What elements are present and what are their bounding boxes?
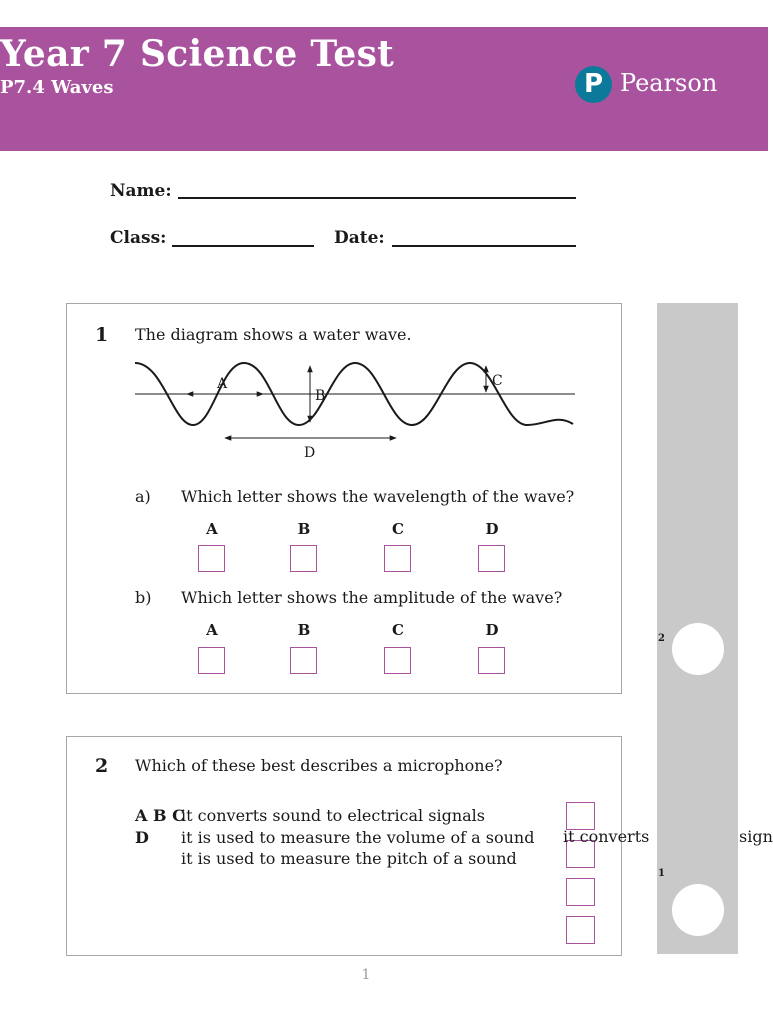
part-b-option-b-label: B: [297, 621, 311, 639]
name-label: Name:: [110, 181, 172, 201]
marks-sidebar: [657, 303, 738, 954]
diagram-label-d: D: [304, 445, 316, 461]
water-wave-diagram: [133, 354, 583, 464]
marks-q2: 1: [658, 868, 665, 879]
part-a-text: Which letter shows the wavelength of the wave?: [181, 487, 575, 506]
date-field[interactable]: [392, 245, 576, 247]
part-b-checkbox-b[interactable]: [290, 647, 317, 674]
answer-checkbox-d[interactable]: [566, 916, 595, 944]
date-label: Date:: [334, 228, 385, 248]
question-1-box: [66, 303, 622, 694]
question-2-text: Which of these best describes a microphone?: [135, 756, 503, 775]
pearson-logo-text: Pearson: [620, 69, 718, 97]
answer-checkbox-a[interactable]: [566, 802, 595, 830]
part-b-checkbox-a[interactable]: [198, 647, 225, 674]
test-title: Year 7 Science Test: [0, 33, 395, 75]
answer-text-3: it is used to measure the pitch of a sound: [181, 849, 517, 868]
class-field[interactable]: [172, 245, 314, 247]
diagram-label-a: A: [217, 376, 228, 392]
marks-q1: 2: [658, 633, 665, 644]
part-a-option-d-label: D: [485, 520, 499, 538]
name-field[interactable]: [178, 197, 576, 199]
answer-text-2: it is used to measure the volume of a sound: [181, 828, 535, 847]
answer-letters-abc: A B C: [135, 806, 185, 825]
test-subtitle: P7.4 Waves: [0, 77, 114, 98]
part-a-checkbox-d[interactable]: [478, 545, 505, 572]
part-a-checkbox-a[interactable]: [198, 545, 225, 572]
question-1-number: 1: [95, 324, 109, 346]
page-number: 1: [361, 967, 371, 983]
part-b-text: Which letter shows the amplitude of the wave?: [181, 588, 563, 607]
part-a-option-c-label: C: [392, 520, 404, 538]
diagram-label-c: C: [492, 373, 503, 389]
answer-text-overflow-b: sign: [739, 827, 773, 846]
diagram-label-b: B: [315, 388, 326, 404]
header-banner: [0, 27, 768, 151]
answer-text-1: it converts sound to electrical signals: [181, 806, 485, 825]
marks-q1-circle[interactable]: [672, 623, 724, 675]
class-label: Class:: [110, 228, 167, 248]
answer-letter-d: D: [135, 828, 149, 847]
marks-q2-circle[interactable]: [672, 884, 724, 936]
part-b-checkbox-d[interactable]: [478, 647, 505, 674]
question-2-number: 2: [95, 755, 109, 777]
question-2-box: [66, 736, 622, 956]
answer-text-overflow-a: it converts: [563, 827, 650, 846]
answer-checkbox-c[interactable]: [566, 878, 595, 906]
part-b-checkbox-c[interactable]: [384, 647, 411, 674]
part-a-checkbox-b[interactable]: [290, 545, 317, 572]
part-b-option-d-label: D: [485, 621, 499, 639]
part-a-option-b-label: B: [297, 520, 311, 538]
pearson-logo-icon: P: [575, 66, 612, 103]
part-b-label: b): [135, 588, 152, 607]
part-a-label: a): [135, 487, 151, 506]
part-a-checkbox-c[interactable]: [384, 545, 411, 572]
part-a-option-a-label: A: [206, 520, 218, 538]
part-b-option-a-label: A: [206, 621, 218, 639]
part-b-option-c-label: C: [392, 621, 404, 639]
question-1-text: The diagram shows a water wave.: [135, 325, 412, 344]
